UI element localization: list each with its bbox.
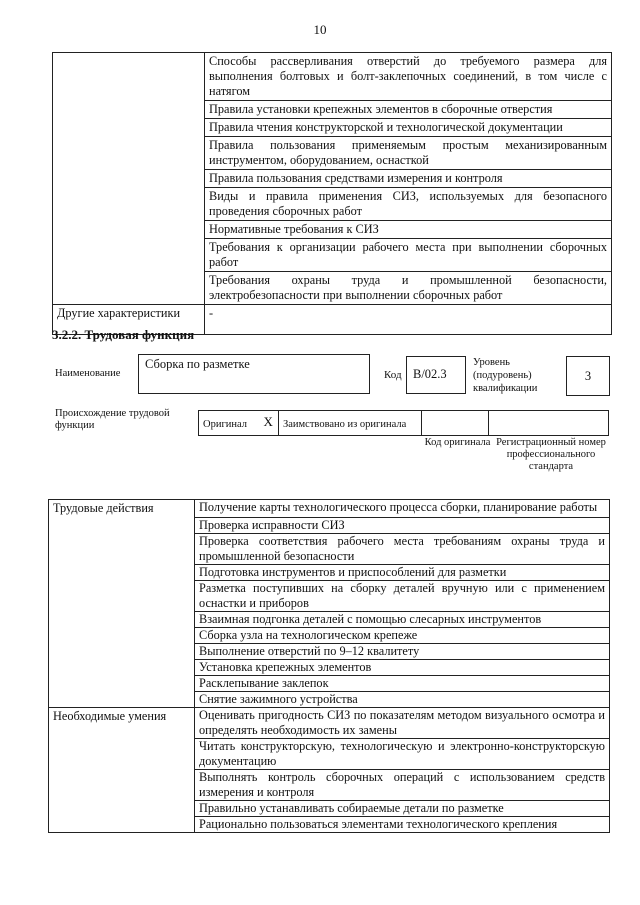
table-row	[49, 643, 610, 659]
knowledge-item: Виды и правила применения СИЗ, используемых для безопасного проведения сборочных работ	[205, 188, 612, 221]
original-code-cell	[422, 411, 489, 436]
other-characteristics-value: -	[205, 305, 612, 335]
table-row	[49, 769, 610, 800]
table-row	[49, 691, 610, 707]
table-row	[49, 675, 610, 691]
function-name-field: Сборка по разметке	[138, 354, 370, 394]
labor-action: Выполнение отверстий по 9–12 квалитету	[195, 643, 610, 659]
table-row	[53, 170, 612, 188]
section-title: 3.2.2. Трудовая функция	[52, 327, 195, 342]
knowledge-item: Правила пользования применяемым простым механизированным инструментом, оборудованием, оснасткой	[205, 137, 612, 170]
knowledge-item: Правила чтения конструкторской и технологической документации	[205, 119, 612, 137]
table-row	[49, 707, 610, 738]
knowledge-item: Требования охраны труда и промышленной безопасности, электробезопасности при выполнении сборочных работ	[205, 272, 612, 305]
labor-action: Разметка поступивших на сборку деталей вручную или с применением оснастки и приборов	[195, 580, 610, 611]
table-row	[49, 738, 610, 769]
labor-action: Сборка узла на технологическом крепеже	[195, 627, 610, 643]
required-skill: Рационально пользоваться элементами технологического крепления	[195, 816, 610, 832]
original-label: Оригинал	[199, 411, 259, 436]
table-label-cell	[53, 53, 205, 101]
table-row	[53, 53, 612, 101]
function-code-field: В/02.3	[406, 356, 466, 394]
labor-action: Проверка соответствия рабочего места требованиям охраны труда и промышленной безопасности	[195, 533, 610, 564]
table-row	[49, 500, 610, 518]
table-row	[53, 101, 612, 119]
registration-number-cell	[489, 411, 609, 436]
borrowed-label: Заимствовано из оригинала	[279, 411, 422, 436]
name-label: Наименование	[55, 368, 121, 379]
skills-label: Необходимые умения	[49, 707, 195, 738]
table-row	[49, 611, 610, 627]
required-skill: Выполнять контроль сборочных операций с использованием средств измерения и контроля	[195, 769, 610, 800]
continued-knowledge-table	[52, 52, 612, 335]
table-row	[49, 659, 610, 675]
labor-action: Взаимная подгонка деталей с помощью слесарных инструментов	[195, 611, 610, 627]
code-label: Код	[384, 369, 402, 381]
knowledge-item: Требования к организации рабочего места при выполнении сборочных работ	[205, 239, 612, 272]
actions-label: Трудовые действия	[49, 500, 195, 518]
required-skill: Читать конструкторскую, технологическую и электронно-конструкторскую документацию	[195, 738, 610, 769]
labor-action: Установка крепежных элементов	[195, 659, 610, 675]
table-row	[49, 533, 610, 564]
labor-action: Снятие зажимного устройства	[195, 691, 610, 707]
knowledge-item: Нормативные требования к СИЗ	[205, 221, 612, 239]
origin-label: Происхождение трудовой функции	[55, 408, 170, 431]
required-skill: Правильно устанавливать собираемые детали по разметке	[195, 800, 610, 816]
original-mark: X	[259, 411, 279, 436]
knowledge-item: Правила пользования средствами измерения и контроля	[205, 170, 612, 188]
required-skill: Оценивать пригодность СИЗ по показателям методом визуального осмотра и определять необходимость их замены	[195, 707, 610, 738]
table-row	[53, 119, 612, 137]
knowledge-item: Способы рассверливания отверстий до требуемого размера для выполнения болтовых и болт-заклепочных соединений, в том числе с натягом	[205, 53, 612, 101]
table-row	[49, 564, 610, 580]
labor-action: Расклепывание заклепок	[195, 675, 610, 691]
table-row	[49, 517, 610, 533]
table-row	[49, 800, 610, 816]
actions-skills-table	[48, 499, 610, 833]
origin-table	[198, 410, 609, 436]
table-row	[49, 580, 610, 611]
table-row	[53, 239, 612, 272]
table-row	[49, 627, 610, 643]
table-row	[53, 188, 612, 221]
table-row	[49, 816, 610, 832]
qualification-level-field: 3	[566, 356, 610, 396]
registration-caption: Регистрационный номер профессионального стандарта	[496, 437, 606, 472]
labor-action: Проверка исправности СИЗ	[195, 517, 610, 533]
code-origin-caption: Код оригинала	[424, 437, 491, 448]
page-number: 10	[313, 22, 327, 37]
qualification-level-label: Уровень (подуровень) квалификации	[473, 357, 538, 394]
labor-action: Подготовка инструментов и приспособлений для разметки	[195, 564, 610, 580]
knowledge-item: Правила установки крепежных элементов в сборочные отверстия	[205, 101, 612, 119]
table-row	[199, 411, 609, 436]
labor-action: Получение карты технологического процесса сборки, планирование работы	[195, 500, 610, 518]
table-row	[53, 272, 612, 305]
table-row	[53, 137, 612, 170]
table-row	[53, 221, 612, 239]
other-characteristics-label: Другие характеристики	[53, 305, 205, 335]
